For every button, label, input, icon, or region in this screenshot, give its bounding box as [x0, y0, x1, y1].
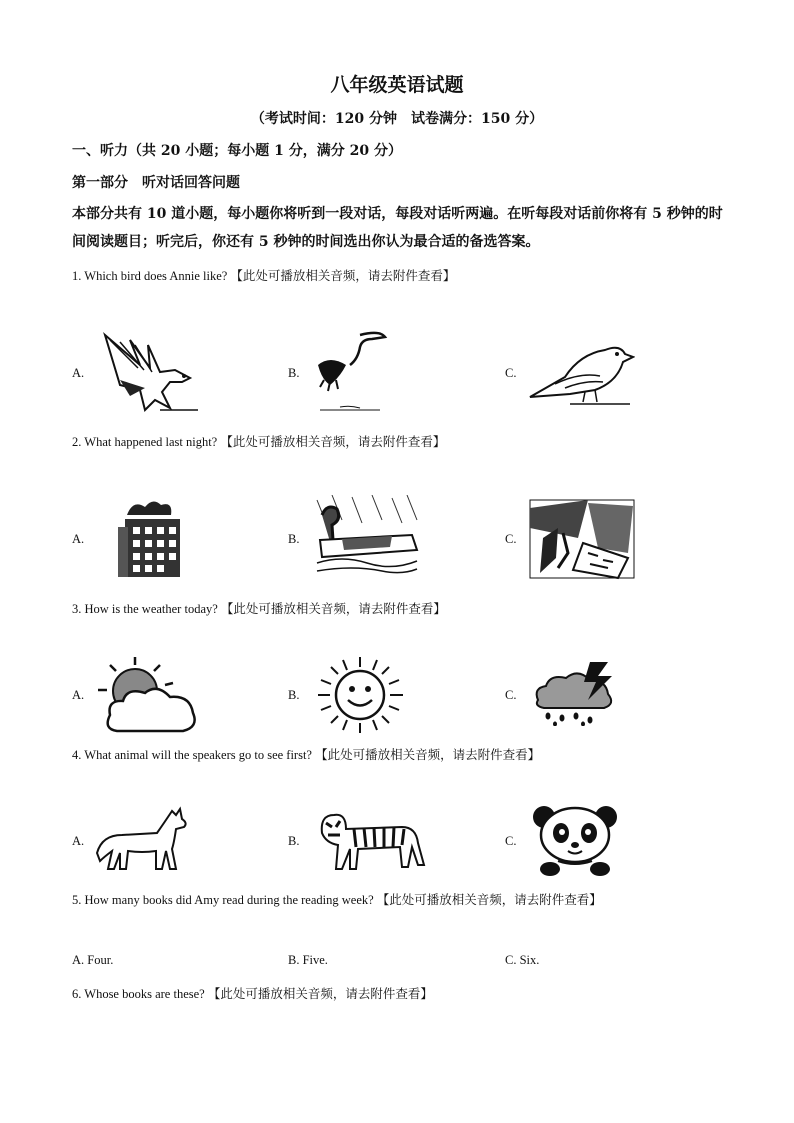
- option-4c-label[interactable]: C.: [505, 834, 517, 848]
- section-heading: 一、听力（共 20 小题；每小题 1 分，满分 20 分）: [72, 143, 402, 159]
- sun-cloud-icon[interactable]: [95, 655, 200, 737]
- wolf-icon[interactable]: [92, 805, 192, 873]
- audio-note[interactable]: 【此处可播放相关音频，请去附件查看】: [220, 434, 446, 449]
- option-2a-label[interactable]: A.: [72, 532, 85, 546]
- option-5b[interactable]: B. Five.: [288, 953, 328, 967]
- option-3a-label[interactable]: A.: [72, 688, 85, 702]
- question-text: 2. What happened last night?: [72, 435, 218, 449]
- option-1c-label[interactable]: C.: [505, 366, 517, 380]
- option-3c-label[interactable]: C.: [505, 688, 517, 702]
- option-1b-label[interactable]: B.: [288, 366, 300, 380]
- audio-note[interactable]: 【此处可播放相关音频，请去附件查看】: [207, 986, 433, 1001]
- burning-building-icon[interactable]: [115, 497, 185, 579]
- audio-note[interactable]: 【此处可播放相关音频，请去附件查看】: [220, 601, 446, 616]
- option-4b-label[interactable]: B.: [288, 834, 300, 848]
- audio-note[interactable]: 【此处可播放相关音频，请去附件查看】: [315, 747, 541, 762]
- question-6: [72, 984, 433, 1002]
- option-5c[interactable]: C. Six.: [505, 953, 540, 967]
- question-text: 1. Which bird does Annie like?: [72, 269, 228, 283]
- panda-icon[interactable]: [530, 803, 620, 878]
- eagle-icon[interactable]: [100, 330, 200, 415]
- part-heading: 第一部分 听对话回答问题: [72, 175, 240, 191]
- exam-info: （考试时间：120 分钟 试卷满分：150 分）: [250, 111, 544, 127]
- question-text: 4. What animal will the speakers go to see first?: [72, 748, 312, 762]
- page-title: 八年级英语试题: [330, 74, 464, 96]
- option-5a[interactable]: A. Four.: [72, 953, 114, 967]
- question-2: [72, 432, 445, 450]
- crane-icon[interactable]: [310, 325, 390, 415]
- question-text: 6. Whose books are these?: [72, 987, 205, 1001]
- question-5: [72, 890, 602, 908]
- question-4: [72, 745, 540, 763]
- question-text: 5. How many books did Amy read during the reading week?: [72, 893, 374, 907]
- option-3b-label[interactable]: B.: [288, 688, 300, 702]
- earthquake-icon[interactable]: [528, 498, 636, 580]
- audio-note[interactable]: 【此处可播放相关音频，请去附件查看】: [376, 892, 602, 907]
- sun-icon[interactable]: [313, 655, 408, 735]
- tiger-icon[interactable]: [312, 803, 427, 875]
- question-1: [72, 266, 455, 284]
- sparrow-icon[interactable]: [525, 332, 635, 407]
- option-2b-label[interactable]: B.: [288, 532, 300, 546]
- instructions: 本部分共有 10 道小题，每小题你将听到一段对话，每段对话听两遍。在听每段对话前你将有 5 秒钟的时间阅读题目；听完后，你还有 5 秒钟的时间选出你认为最合适的备选答案。: [72, 206, 723, 250]
- question-3: [72, 599, 446, 617]
- thunderstorm-icon[interactable]: [528, 660, 620, 726]
- question-text: 3. How is the weather today?: [72, 602, 218, 616]
- option-4a-label[interactable]: A.: [72, 834, 85, 848]
- option-2c-label[interactable]: C.: [505, 532, 517, 546]
- audio-note[interactable]: 【此处可播放相关音频，请去附件查看】: [230, 268, 456, 283]
- storm-flood-icon[interactable]: [312, 495, 422, 575]
- option-1a-label[interactable]: A.: [72, 366, 85, 380]
